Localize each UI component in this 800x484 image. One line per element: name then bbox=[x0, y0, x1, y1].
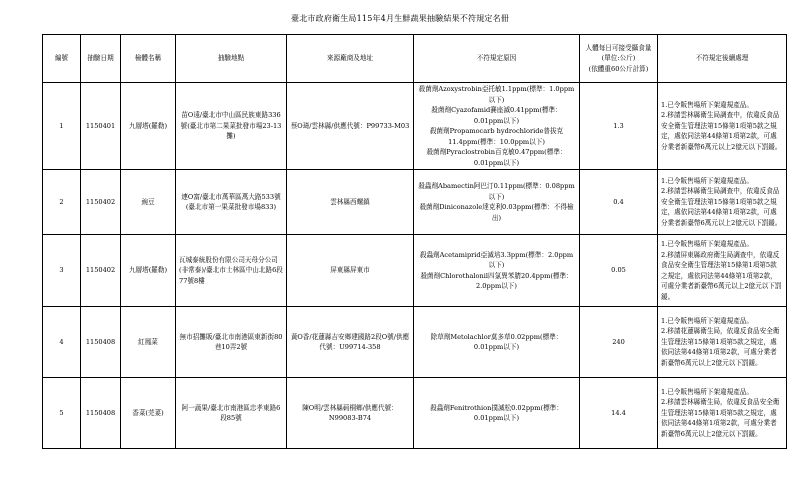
cell-reason bbox=[414, 83, 580, 170]
table-row bbox=[43, 307, 787, 378]
reason-line: 殺蟲劑Fenitrothion撲滅松0.02ppm(標準：0.01ppm以下) bbox=[430, 403, 563, 422]
reason-line: 殺菌劑Cyazofamid賽座滅0.41ppm(標準：0.01ppm以下) bbox=[431, 106, 562, 125]
cell-intake: 240 bbox=[580, 307, 658, 378]
cell-location: 瓦城泰統股份有限公司天母分公司(非常泰)/臺北市士林區中山北路6段77號8樓 bbox=[176, 235, 287, 307]
cell-no: 4 bbox=[43, 307, 81, 378]
cell-intake: 14.4 bbox=[580, 378, 658, 449]
cell-location: 無市招攤販/臺北市南港區東新街80巷10弄2號 bbox=[176, 307, 287, 378]
cell-product: 九層塔(羅勒) bbox=[121, 235, 176, 307]
header-row bbox=[43, 35, 787, 83]
cell-location: 連O富/臺北市萬華區萬大路533號(臺北市第一果菜批發市場833) bbox=[176, 170, 287, 235]
cell-date: 1150408 bbox=[81, 378, 121, 449]
cell-intake: 0.4 bbox=[580, 170, 658, 235]
cell-no: 5 bbox=[43, 378, 81, 449]
reason-line: 殺蟲劑Abamectin阿巴汀0.11ppm(標準：0.08ppm以下) bbox=[418, 182, 575, 201]
reason-line: 殺蟲劑Acetamiprid亞滅培3.3ppm(標準：2.0ppm以下) bbox=[419, 250, 574, 269]
header-location: 抽驗地點 bbox=[176, 35, 287, 83]
cell-action: 1.已令販售場所下架違規產品。 2.移請雲林縣衛生局調查中，依違反食品安全衛生管理法第15條第1項第5款之規定，處依同法第44條第1項第2款，可處分業者新臺幣6萬元以上2億元以下罰鍰。 bbox=[658, 83, 787, 170]
cell-source: 陳O明/雲林縣莿桐鄉/供應代號：N99083-B74 bbox=[287, 378, 414, 449]
cell-location: 阿一蔬果/臺北市南港區忠孝東路6段85號 bbox=[176, 378, 287, 449]
violation-table bbox=[42, 34, 787, 449]
reason-line: 殺菌劑Propamocarb hydrochloride普拔克11.4ppm(標準：10.0ppm以下) bbox=[429, 127, 564, 146]
cell-action: 1.已令販售場所下架違規產品。 2.移請雲林縣衛生局調查中，依違反食品安全衛生管理法第15條第1項第5款之規定，處依同法第44條第1項第2款，可處分業者新臺幣6萬元以上2億元以下罰鍰。 bbox=[658, 170, 787, 235]
document-title: 臺北市政府衛生局115年4月生鮮蔬果抽驗結果不符規定名冊 bbox=[291, 14, 509, 23]
cell-no: 1 bbox=[43, 83, 81, 170]
reason-line: 殺菌劑Azoxystrobin亞托敏1.1ppm(標準：1.0ppm以下) bbox=[418, 85, 575, 104]
reason-line: 殺菌劑Diniconazole達克利0.03ppm(標準：不得檢出) bbox=[419, 203, 574, 222]
cell-no: 2 bbox=[43, 170, 81, 235]
cell-product: 香菜(芫荽) bbox=[121, 378, 176, 449]
cell-reason bbox=[414, 307, 580, 378]
cell-location: 苗O遠/臺北市中山區民族東路336號(臺北市第二果菜批發市場23-13攤) bbox=[176, 83, 287, 170]
cell-source: 黃O香/花蓮縣吉安鄉建國路2段O號/供應代號：U99714-358 bbox=[287, 307, 414, 378]
table-row bbox=[43, 83, 787, 170]
cell-product: 豌豆 bbox=[121, 170, 176, 235]
header-reason: 不符規定原因 bbox=[414, 35, 580, 83]
cell-source: 雲林縣西螺鎮 bbox=[287, 170, 414, 235]
cell-date: 1150402 bbox=[81, 235, 121, 307]
cell-reason bbox=[414, 235, 580, 307]
cell-action: 1.已令販售場所下架違規產品。 2.移請花蓮縣衛生局，依違反食品安全衛生管理法第15條第1項第5款之規定，處依同法第44條第1項第2款，可處分業者新臺幣6萬元以上2億元以下罰鍰。 bbox=[658, 307, 787, 378]
reason-line: 除草劑Metolachlor莫多草0.02ppm(標準：0.01ppm以下) bbox=[430, 332, 563, 351]
cell-intake: 1.3 bbox=[580, 83, 658, 170]
header-intake: 人體每日可接受攝食量(單位:公斤) (依體重60公斤計算) bbox=[580, 35, 658, 83]
table-row bbox=[43, 170, 787, 235]
cell-date: 1150402 bbox=[81, 170, 121, 235]
cell-intake: 0.05 bbox=[580, 235, 658, 307]
cell-date: 1150401 bbox=[81, 83, 121, 170]
cell-reason bbox=[414, 170, 580, 235]
cell-action: 1.已令販售場所下架違規產品。 2.移請屏東縣政府衛生局調查中，依違反食品安全衛生管理法第15條第1項第5款之規定，處依同法第44條第1項第2款，可處分業者新臺幣6萬元以上2億元以下罰鍰。 bbox=[658, 235, 787, 307]
table-row bbox=[43, 235, 787, 307]
table-row bbox=[43, 378, 787, 449]
cell-product: 九層塔(羅勒) bbox=[121, 83, 176, 170]
cell-reason bbox=[414, 378, 580, 449]
cell-no: 3 bbox=[43, 235, 81, 307]
header-action: 不符規定後續處理 bbox=[658, 35, 787, 83]
header-product: 檢體名稱 bbox=[121, 35, 176, 83]
cell-action: 1.已令販售場所下架違規產品。 2.移請雲林縣衛生局，依違反食品安全衛生管理法第15條第1項第5款之規定，處依同法第44條第1項第2款，可處分業者新臺幣6萬元以上2億元以下罰鍰。 bbox=[658, 378, 787, 449]
reason-line: 殺菌劑Chlorothalonil四氯異苯腈20.4ppm(標準：2.0ppm以下) bbox=[420, 271, 573, 290]
cell-date: 1150408 bbox=[81, 307, 121, 378]
header-date: 抽驗日期 bbox=[81, 35, 121, 83]
cell-product: 紅鳳菜 bbox=[121, 307, 176, 378]
cell-source: 蔡O琦/雲林縣/供應代號：P99733-M03 bbox=[287, 83, 414, 170]
cell-source: 屏東縣屏東市 bbox=[287, 235, 414, 307]
header-source: 來源廠商及地址 bbox=[287, 35, 414, 83]
reason-line: 殺菌劑Pyraclostrobin百克敏0.47ppm(標準：0.01ppm以下) bbox=[426, 148, 567, 167]
header-no: 編號 bbox=[43, 35, 81, 83]
